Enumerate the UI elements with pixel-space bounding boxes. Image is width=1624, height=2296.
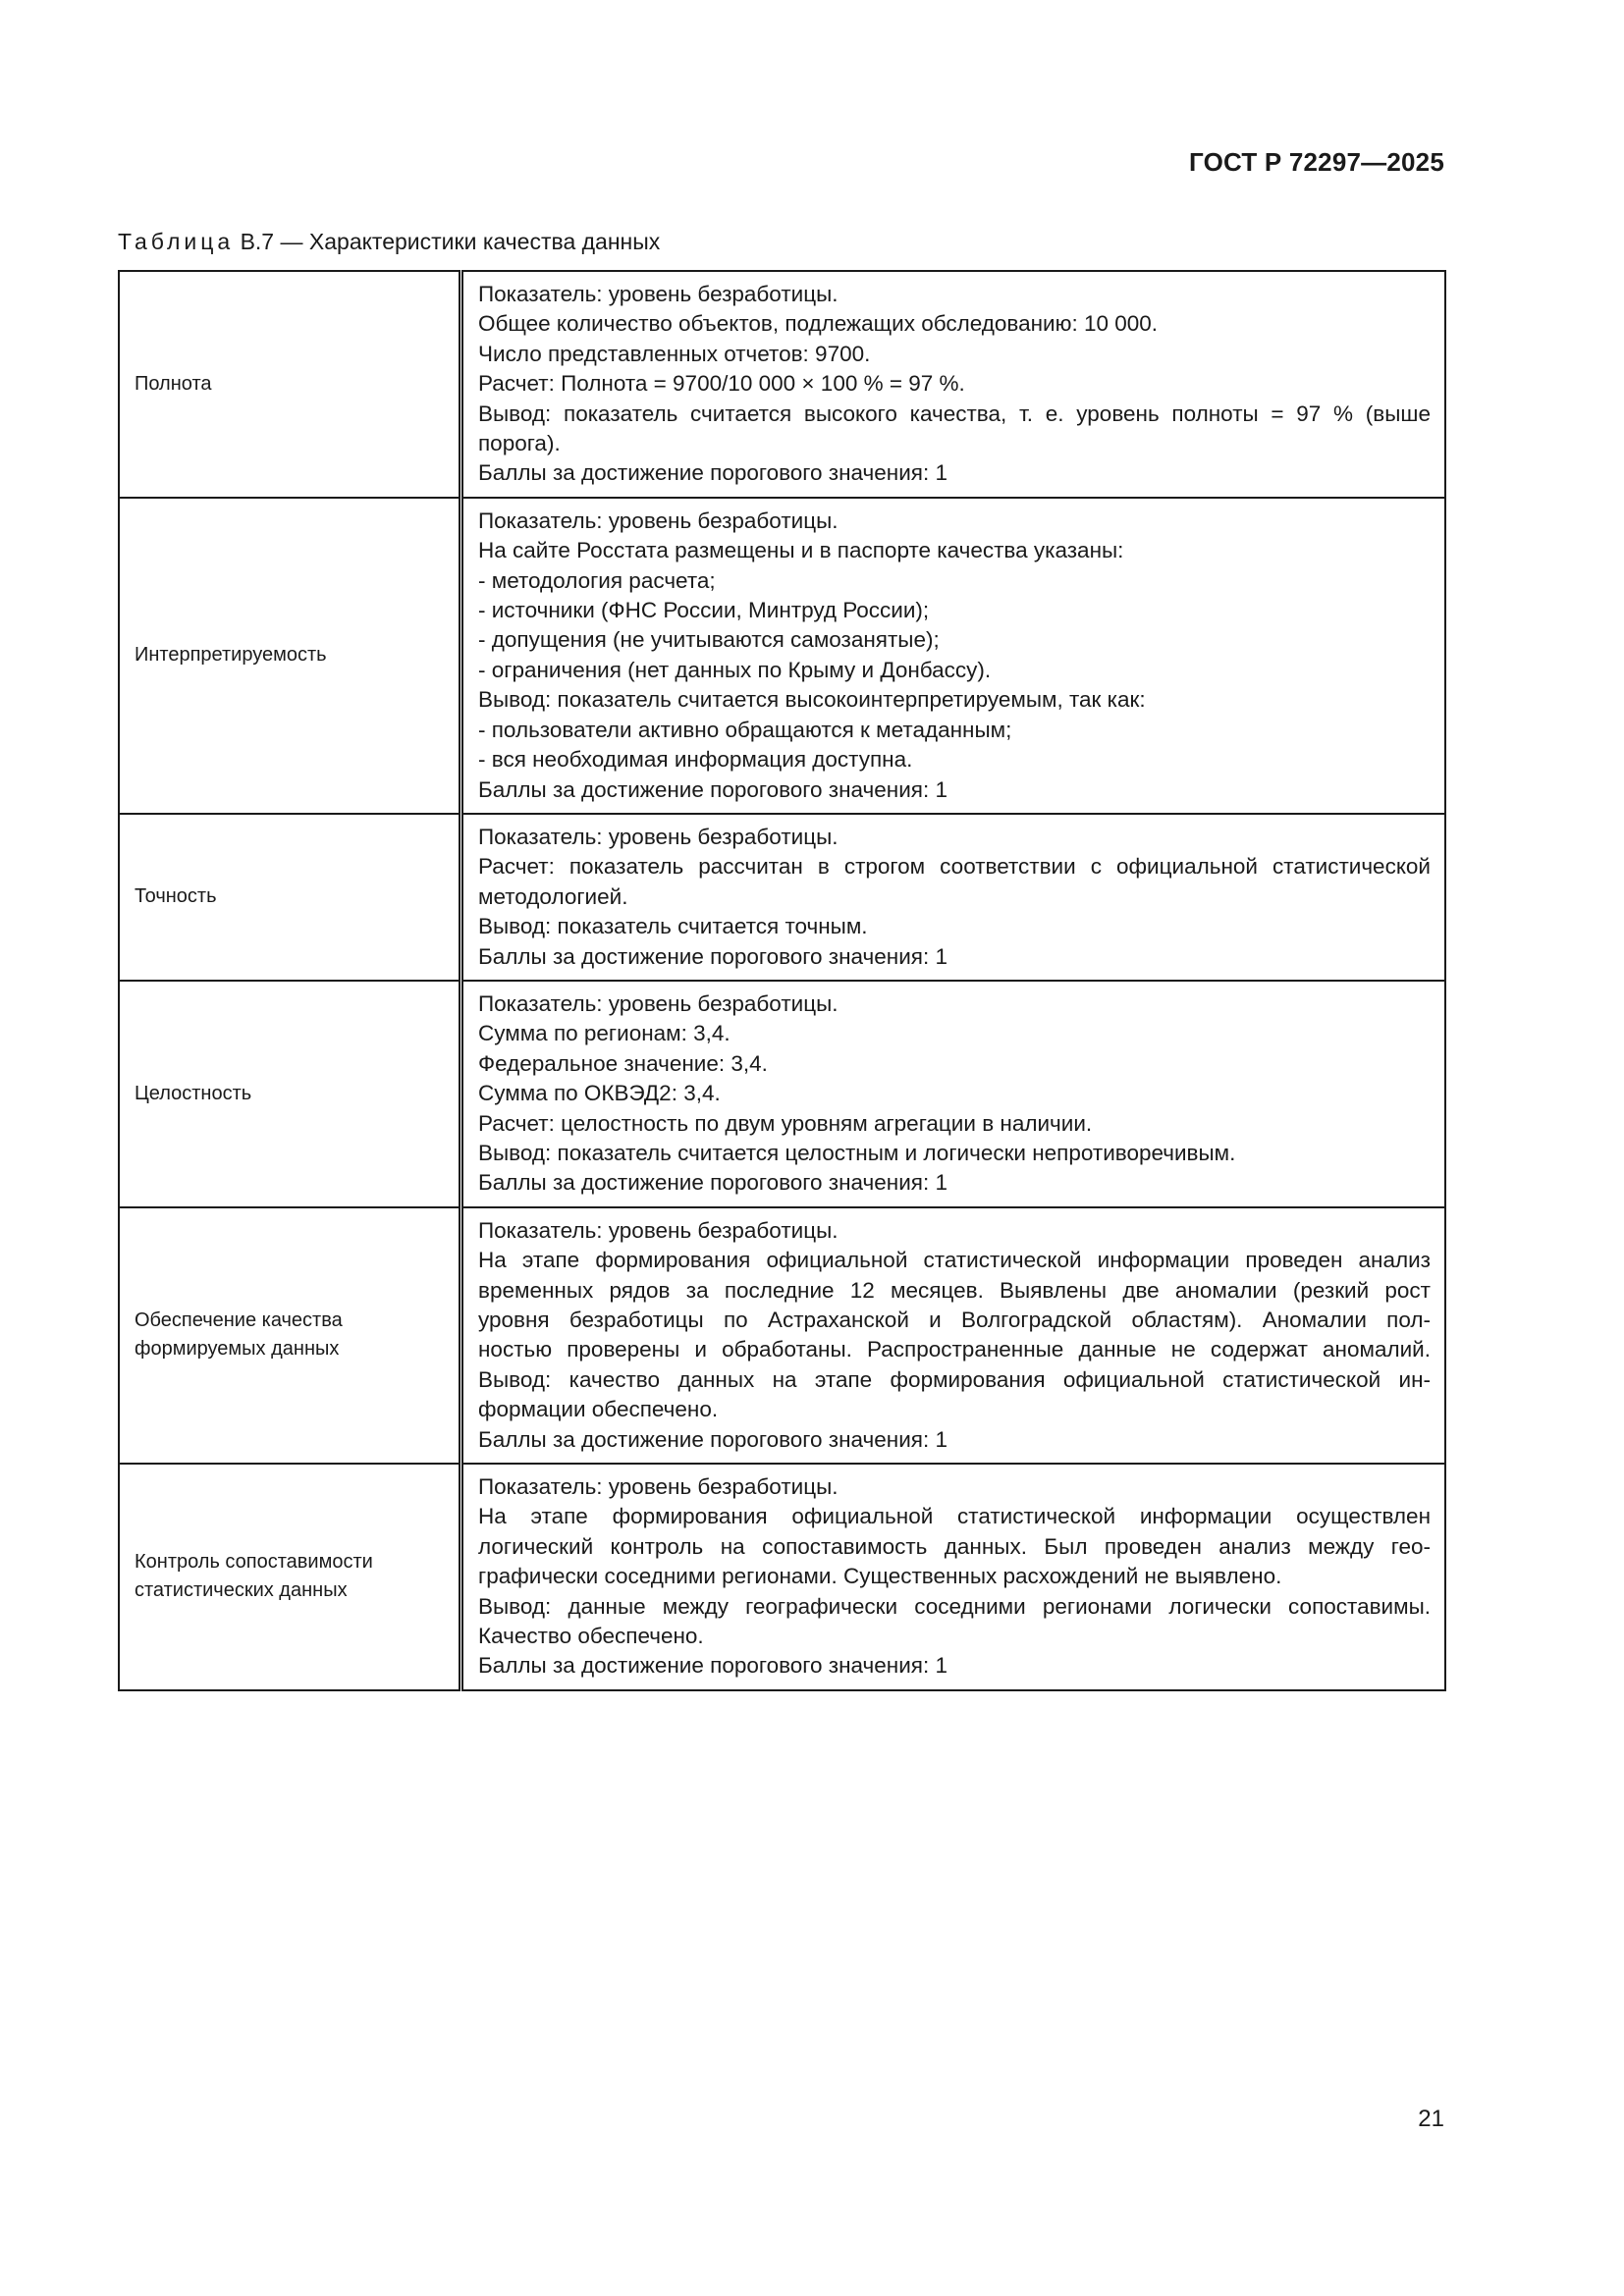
characteristic-name-line: формируемых данных [135, 1338, 340, 1361]
table-row [119, 1464, 1445, 1690]
description-line: Вывод: показатель считается точным. [478, 914, 868, 939]
characteristic-name-line: Обеспечение качества [135, 1309, 343, 1332]
table-row [119, 981, 1445, 1207]
description-line: - допущения (не учитываются самозанятые); [478, 627, 940, 653]
description-line: Сумма по ОКВЭД2: 3,4. [478, 1081, 721, 1106]
quality-characteristics-table [118, 270, 1446, 1691]
characteristic-name-line: статистических данных [135, 1579, 348, 1602]
description-line: - источники (ФНС России, Минтруд России); [478, 598, 930, 623]
description-line: - пользователи активно обращаются к метаданным; [478, 717, 1012, 742]
description-line: Вывод: показатель считается высокоинтерпретируемым, так как: [478, 687, 1146, 713]
table-caption-dash: — [280, 229, 303, 254]
description-line: формации обеспечено. [478, 1397, 719, 1422]
description-line: Показатель: уровень безработицы. [478, 282, 839, 306]
characteristic-name-line: Полнота [135, 372, 212, 395]
characteristic-name-cell [119, 981, 461, 1207]
characteristic-name-cell [119, 1464, 461, 1690]
description-line: Показатель: уровень безработицы. [478, 990, 839, 1016]
description-line: Показатель: уровень безработицы. [478, 824, 839, 849]
description-line: Показатель: уровень безработицы. [478, 507, 839, 533]
description-line: графически соседними регионами. Существенных расхождений не выявлено. [478, 1564, 1282, 1589]
description-line: ностью проверены и обработаны. Распространенные данные не содержат аномалий. [478, 1337, 1431, 1362]
table-body [119, 271, 1445, 1690]
page-number: 21 [1418, 2106, 1444, 2132]
characteristic-name-cell [119, 271, 461, 498]
table-row [119, 814, 1445, 981]
description-line: Баллы за достижение порогового значения: 1 [478, 943, 947, 969]
description-line: Качество обеспечено. [478, 1624, 704, 1649]
description-line: На сайте Росстата размещены и в паспорте качества указаны: [478, 538, 1124, 563]
description-line: На этапе формирования официальной статистической информации осуществлен [478, 1504, 1431, 1529]
characteristic-name-line: Точность [135, 885, 217, 908]
description-line: методологией. [478, 883, 628, 909]
description-line: Баллы за достижение порогового значения: 1 [478, 1170, 947, 1196]
description-line: Федеральное значение: 3,4. [478, 1050, 768, 1076]
description-line: уровня безработицы по Астраханской и Волгоградской областям). Аномалии пол- [478, 1308, 1431, 1332]
description-line: Баллы за достижение порогового значения: 1 [478, 460, 947, 486]
description-line: Число представленных отчетов: 9700. [478, 341, 871, 366]
description-line: временных рядов за последние 12 месяцев. Выявлены две аномалии (резкий рост [478, 1277, 1431, 1303]
description-line: Баллы за достижение порогового значения: 1 [478, 776, 947, 802]
description-line: Расчет: целостность по двум уровням агрегации в наличии. [478, 1110, 1093, 1136]
table-caption-number: В.7 [240, 229, 275, 254]
characteristic-description-cell [461, 1464, 1446, 1690]
characteristic-name-cell [119, 498, 461, 814]
characteristic-name-line: Контроль сопоставимости [135, 1551, 373, 1574]
description-line: Вывод: качество данных на этапе формирования официальной статистической ин- [478, 1366, 1431, 1392]
description-line: - ограничения (нет данных по Крыму и Донбассу). [478, 657, 992, 682]
description-line: Показатель: уровень безработицы. [478, 1217, 839, 1243]
description-line: Расчет: Полнота = 9700/10 000 × 100 % = 97 %. [478, 371, 965, 397]
description-line: Баллы за достижение порогового значения: 1 [478, 1426, 947, 1452]
description-line: Вывод: данные между географически соседними регионами логически сопоставимы. [478, 1593, 1431, 1619]
description-line: На этапе формирования официальной статистической информации проведен анализ [478, 1248, 1431, 1273]
description-line: Баллы за достижение порогового значения: 1 [478, 1653, 947, 1679]
description-line: Общее количество объектов, подлежащих обследованию: 10 000. [478, 311, 1159, 337]
characteristic-description-cell [461, 981, 1446, 1207]
description-line: Показатель: уровень безработицы. [478, 1474, 839, 1500]
document-header: ГОСТ Р 72297—2025 [1189, 147, 1444, 177]
characteristic-description-cell [461, 498, 1446, 814]
description-line: Вывод: показатель считается целостным и логически непротиворечивым. [478, 1140, 1236, 1165]
characteristic-name-cell [119, 1207, 461, 1464]
characteristic-description-cell [461, 1207, 1446, 1464]
characteristic-name-line: Целостность [135, 1082, 252, 1104]
table-caption-title: Характеристики качества данных [308, 229, 661, 254]
characteristic-description-cell [461, 271, 1446, 498]
characteristic-description-cell [461, 814, 1446, 981]
description-line: - методология расчета; [478, 567, 716, 593]
description-line: - вся необходимая информация доступна. [478, 747, 913, 773]
table-row [119, 271, 1445, 498]
description-line: Сумма по регионам: 3,4. [478, 1021, 731, 1046]
description-line: Вывод: показатель считается высокого качества, т. е. уровень полноты = 97 % (выше [478, 400, 1431, 426]
table-row [119, 498, 1445, 814]
description-line: логический контроль на сопоставимость данных. Был проведен анализ между гео- [478, 1533, 1431, 1559]
characteristic-name-line: Интерпретируемость [135, 644, 327, 667]
description-line: порога). [478, 431, 561, 456]
description-line: Расчет: показатель рассчитан в строгом соответствии с официальной статистической [478, 854, 1431, 880]
table-caption-label: Таблица [118, 229, 235, 254]
table-row [119, 1207, 1445, 1464]
table-caption [118, 229, 660, 255]
characteristic-name-cell [119, 814, 461, 981]
